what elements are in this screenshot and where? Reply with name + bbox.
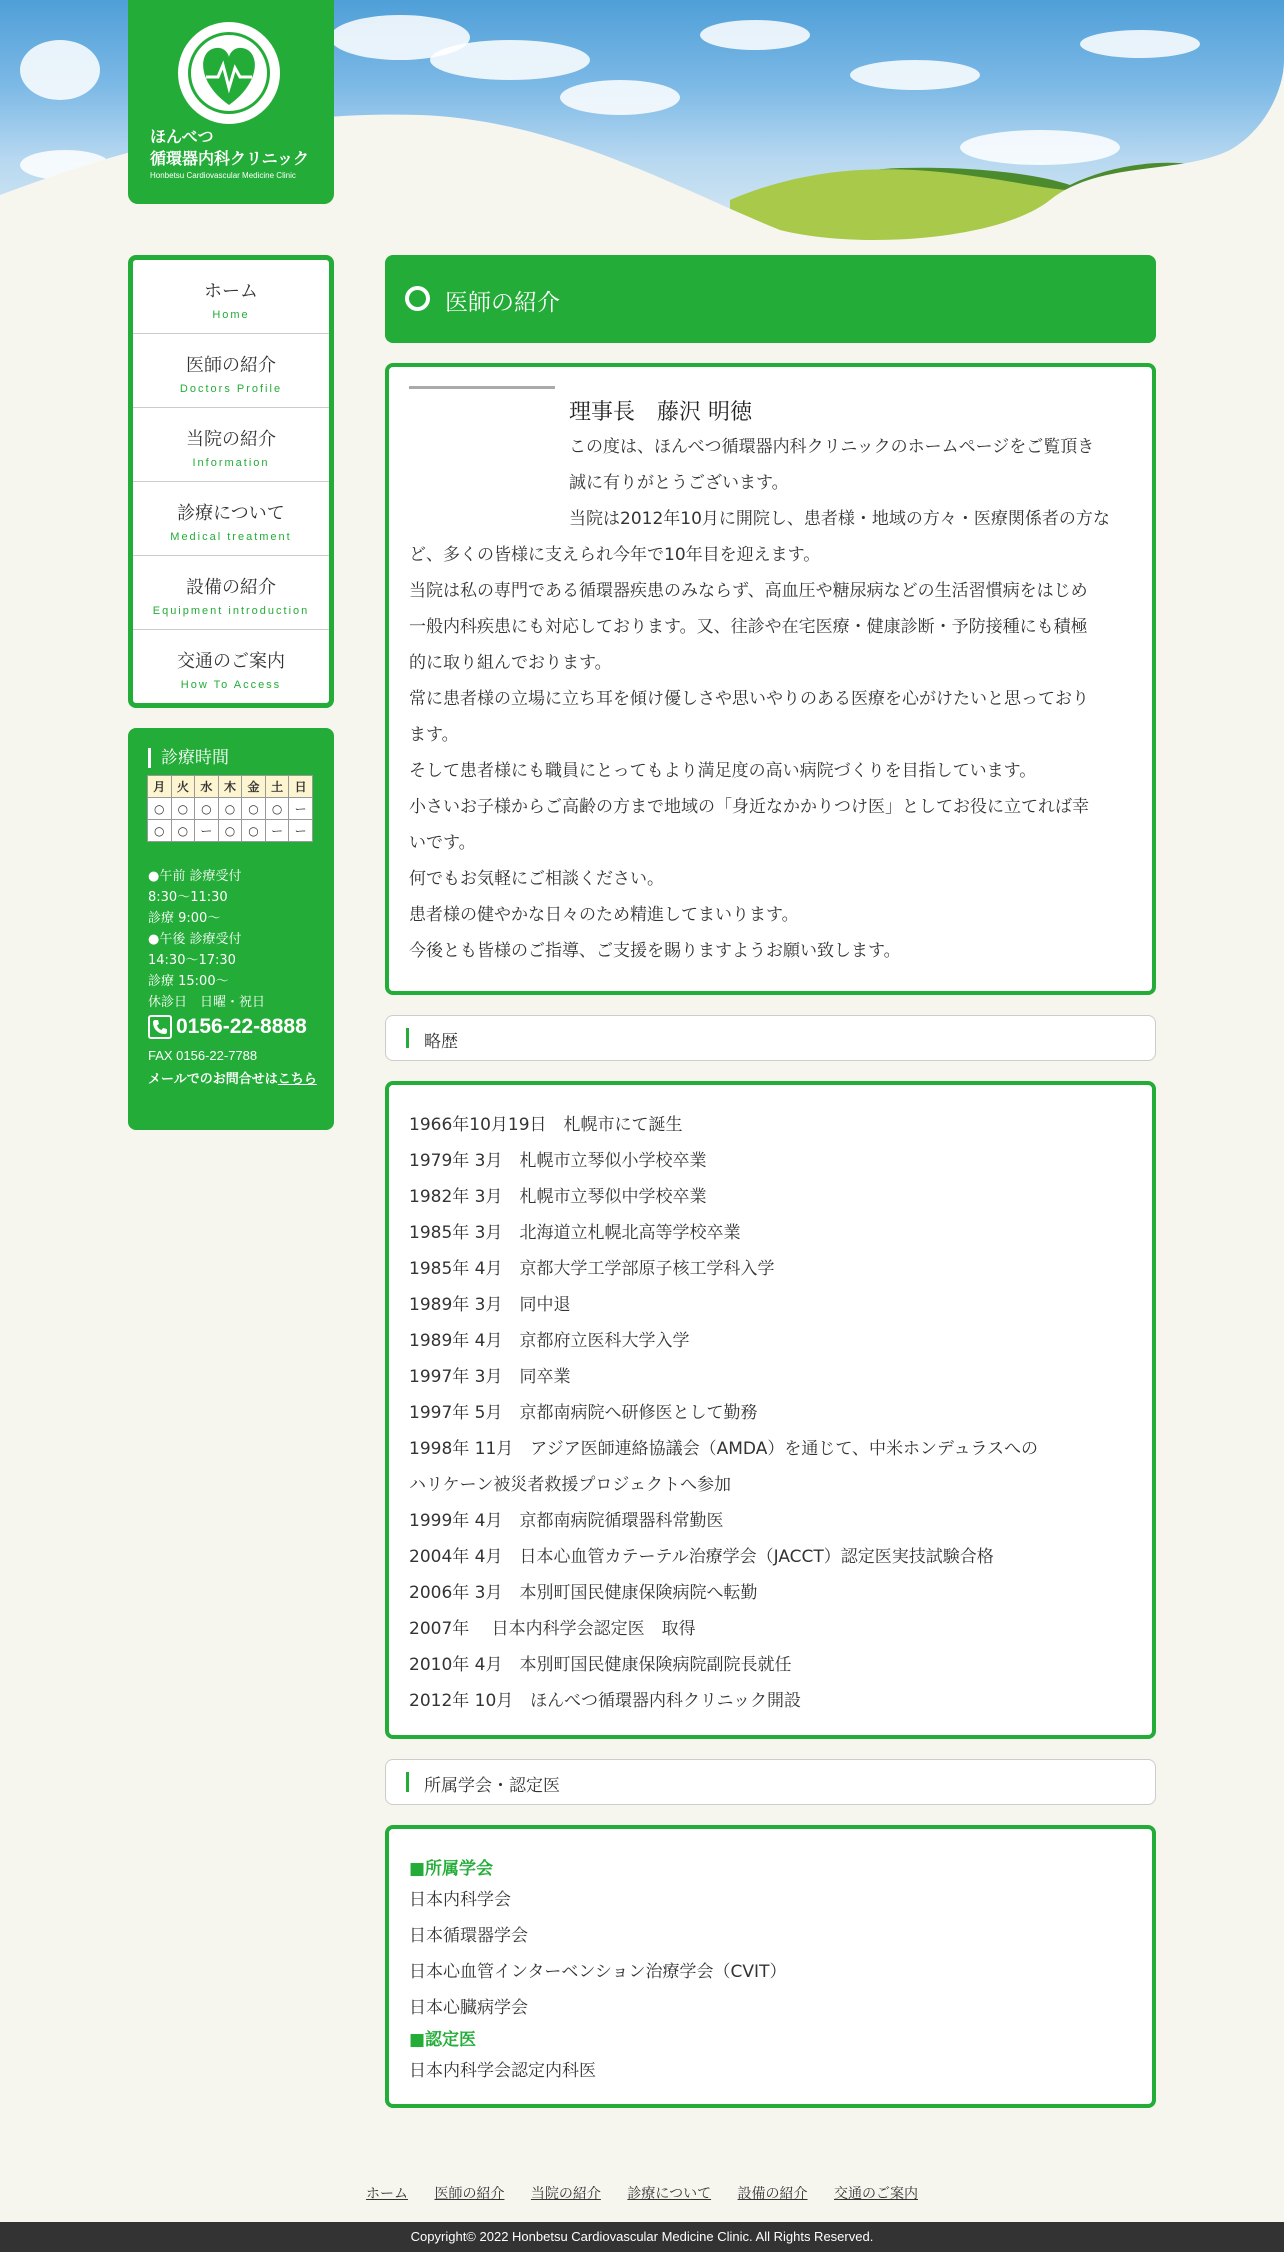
sidebar-item-doctors[interactable] (133, 334, 329, 408)
hours-note: 8:30〜11:30 (148, 890, 228, 905)
hours-table-header-row (148, 776, 313, 798)
history-section-title: 略歴 (424, 1032, 458, 1052)
society-item: 日本内科学会 (409, 1890, 511, 1910)
history-item: 1997年 3月 同卒業 (409, 1367, 571, 1387)
sidebar-item-access[interactable] (133, 630, 329, 704)
mail-contact-text: メールでのお問合せは (148, 1072, 278, 1087)
consultation-hours-box (128, 728, 334, 1130)
footer-link-home[interactable]: ホーム (366, 2186, 408, 2202)
intro-line: 患者様の健やかな日々のため精進してまいります。 (409, 905, 799, 925)
history-item: 2004年 4月 日本心血管カテーテル治療学会（JACCT）認定医実技試験合格 (409, 1547, 994, 1567)
hours-note: ●午前 診療受付 (148, 869, 242, 884)
circle-icon (405, 286, 430, 311)
nav-label: 設備の紹介 (186, 577, 276, 598)
history-box (385, 1081, 1156, 1739)
footer-link-access[interactable]: 交通のご案内 (834, 2186, 918, 2202)
hours-cell: ○ (171, 820, 195, 842)
phone-number-link[interactable] (148, 1015, 307, 1039)
history-item: 1985年 4月 京都大学工学部原子核工学科入学 (409, 1259, 775, 1279)
history-item: 1979年 3月 札幌市立琴似小学校卒業 (409, 1151, 707, 1171)
nav-sublabel: Doctors Profile (179, 383, 283, 395)
hours-note: 診療 15:00〜 (148, 974, 229, 989)
intro-line: 的に取り組んでおります。 (409, 653, 612, 673)
logo-name-line2: 循環器内科クリニック (150, 149, 310, 168)
nav-sublabel: Medical treatment (170, 531, 292, 543)
hours-cell: ○ (148, 798, 172, 820)
intro-line: いです。 (409, 833, 476, 853)
hours-cell: ○ (242, 820, 266, 842)
footer-nav (0, 2183, 1284, 2203)
intro-line: 小さいお子様からご高齢の方まで地域の「身近なかかりつけ医」としてお役に立てれば幸 (409, 797, 1089, 817)
history-item: 1985年 3月 北海道立札幌北高等学校卒業 (409, 1223, 741, 1243)
intro-line: 今後とも皆様のご指導、ご支援を賜りますようお願い致します。 (409, 941, 901, 961)
hours-note: 休診日 日曜・祝日 (148, 995, 266, 1010)
society-item: 日本心血管インターベンション治療学会（CVIT） (409, 1962, 787, 1982)
phone-number: 0156-22-8888 (176, 1015, 307, 1038)
history-item: 1989年 3月 同中退 (409, 1295, 571, 1315)
history-item: 1997年 5月 京都南病院へ研修医として勤務 (409, 1403, 758, 1423)
day-header: 金 (242, 776, 266, 798)
hours-cell: ー (289, 798, 313, 820)
sidebar-item-information[interactable] (133, 408, 329, 482)
hours-cell: ○ (148, 820, 172, 842)
hours-notes (148, 866, 265, 1013)
history-item: 1998年 11月 アジア医師連絡協議会（AMDA）を通じて、中米ホンデュラスへの (409, 1439, 1038, 1459)
nav-label: 当院の紹介 (186, 429, 276, 450)
logo-english-name: Honbetsu Cardiovascular Medicine Clinic (150, 171, 296, 180)
history-item: 1989年 4月 京都府立医科大学入学 (409, 1331, 690, 1351)
intro-line: 当院は私の専門である循環器疾患のみならず、高血圧や糖尿病などの生活習慣病をはじめ (409, 581, 1088, 601)
intro-line: 一般内科疾患にも対応しております。又、往診や在宅医療・健康診断・予防接種にも積極 (409, 617, 1088, 637)
history-item: 2012年 10月 ほんべつ循環器内科クリニック開設 (409, 1691, 801, 1711)
nav-label: 交通のご案内 (177, 651, 285, 672)
history-item: 1982年 3月 札幌市立琴似中学校卒業 (409, 1187, 707, 1207)
hours-table-row (148, 820, 313, 842)
hours-note: ●午後 診療受付 (148, 932, 242, 947)
sidebar-item-home[interactable] (133, 260, 329, 334)
history-item: 2007年 日本内科学会認定医 取得 (409, 1619, 696, 1639)
day-header: 土 (265, 776, 289, 798)
intro-line: 常に患者様の立場に立ち耳を傾け優しさや思いやりのある医療を心がけたいと思っており (409, 689, 1089, 709)
certified-item: 日本内科学会認定内科医 (409, 2061, 596, 2081)
intro-line: そして患者様にも職員にとってもより満足度の高い病院づくりを目指しています。 (409, 761, 1037, 781)
society-item: 日本心臓病学会 (409, 1998, 528, 2018)
nav-label: 診療について (177, 503, 285, 524)
hours-cell: ー (265, 820, 289, 842)
mail-contact (148, 1069, 318, 1090)
footer-link-information[interactable]: 当院の紹介 (530, 2186, 601, 2202)
nav-label: ホーム (204, 281, 258, 302)
hours-cell: ○ (195, 798, 219, 820)
societies-section-title: 所属学会・認定医 (424, 1776, 560, 1796)
history-item: 1999年 4月 京都南病院循環器科常勤医 (409, 1511, 724, 1531)
hours-cell: ○ (218, 798, 242, 820)
nav-sublabel: Home (212, 309, 250, 321)
history-section-header (385, 1015, 1156, 1061)
day-header: 木 (218, 776, 242, 798)
day-header: 火 (171, 776, 195, 798)
hours-title: 診療時間 (148, 748, 229, 768)
mail-contact-link[interactable]: こちら (277, 1072, 317, 1087)
sidebar-nav (128, 255, 334, 708)
footer-link-doctors[interactable]: 医師の紹介 (434, 2186, 505, 2202)
day-header: 月 (148, 776, 172, 798)
hours-cell: ○ (265, 798, 289, 820)
phone-icon (148, 1015, 172, 1039)
history-item: 1966年10月19日 札幌市にて誕生 (409, 1115, 683, 1135)
page-title-bar (385, 255, 1156, 343)
fax-number: FAX 0156-22-7788 (148, 1048, 258, 1063)
nav-sublabel: How To Access (180, 679, 282, 691)
intro-line: 当院は2012年10月に開院し、患者様・地域の方々・医療関係者の方な (569, 509, 1110, 529)
day-header: 日 (289, 776, 313, 798)
heart-logo-icon (176, 20, 282, 126)
section-accent-bar (406, 1772, 409, 1792)
nav-sublabel: Equipment introduction (152, 605, 310, 617)
doctor-photo (409, 386, 555, 389)
header (0, 0, 1284, 245)
nav-sublabel: Information (192, 457, 270, 469)
sidebar-item-treatment[interactable] (133, 482, 329, 556)
hours-table (147, 775, 313, 842)
hours-table-row (148, 798, 313, 820)
societies-heading: ■所属学会 (409, 1859, 494, 1879)
history-item: 2006年 3月 本別町国民健康保険病院へ転勤 (409, 1583, 758, 1603)
copyright: Copyright© 2022 Honbetsu Cardiovascular Medicine Clinic. All Rights Reserved. (0, 2222, 1284, 2252)
hours-note: 診療 9:00〜 (148, 911, 221, 926)
doctor-intro-box (385, 363, 1156, 995)
history-item: 2010年 4月 本別町国民健康保険病院副院長就任 (409, 1655, 792, 1675)
intro-line: この度は、ほんべつ循環器内科クリニックのホームページをご覧頂き (569, 437, 1095, 457)
section-accent-bar (406, 1028, 409, 1048)
nav-label: 医師の紹介 (186, 355, 276, 376)
intro-line: ます。 (409, 725, 459, 745)
footer-link-equipment[interactable]: 設備の紹介 (737, 2186, 808, 2202)
hours-cell: ー (289, 820, 313, 842)
sidebar-item-equipment[interactable] (133, 556, 329, 630)
clinic-logo[interactable] (128, 0, 334, 204)
logo-name-line1: ほんべつ (150, 127, 214, 146)
hours-cell: ○ (171, 798, 195, 820)
day-header: 水 (195, 776, 219, 798)
hours-note: 14:30〜17:30 (148, 953, 236, 968)
hours-cell: ○ (218, 820, 242, 842)
page-title: 医師の紹介 (445, 290, 560, 316)
society-item: 日本循環器学会 (409, 1926, 528, 1946)
intro-line: 何でもお気軽にご相談ください。 (409, 869, 664, 889)
societies-section-header (385, 1759, 1156, 1805)
hours-cell: ー (195, 820, 219, 842)
history-item: ハリケーン被災者救援プロジェクトへ参加 (409, 1475, 731, 1495)
intro-line: ど、多くの皆様に支えられ今年で10年目を迎えます。 (409, 545, 821, 565)
doctor-name: 理事長 藤沢 明徳 (569, 400, 752, 425)
footer-link-treatment[interactable]: 診療について (627, 2186, 712, 2202)
certified-heading: ■認定医 (409, 2030, 477, 2050)
hours-cell: ○ (242, 798, 266, 820)
intro-line: 誠に有りがとうございます。 (569, 473, 789, 493)
societies-box (385, 1825, 1156, 2108)
